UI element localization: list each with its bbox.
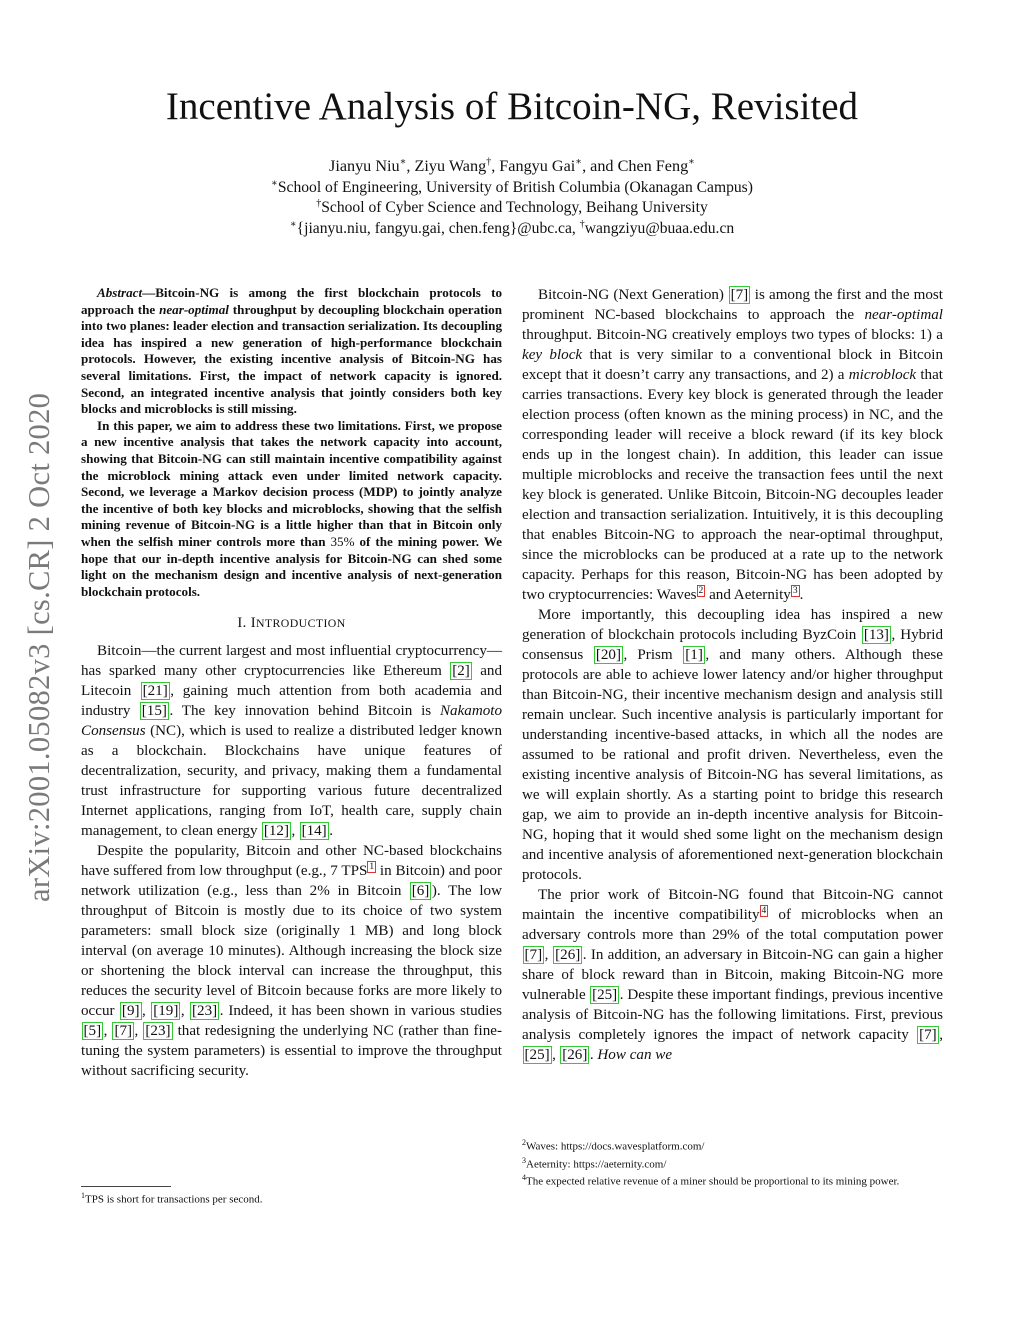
citation-link[interactable]: [7]	[730, 287, 749, 303]
abstract-label: Abstract	[97, 285, 143, 300]
author-mark: ∗	[399, 156, 407, 168]
paper-title: Incentive Analysis of Bitcoin-NG, Revisited	[165, 85, 859, 128]
footnote-link[interactable]: 2	[698, 585, 704, 596]
citation-link[interactable]: [9]	[121, 1003, 140, 1020]
footnote: $^4$The expected relative revenue of a miner should be proportional to its mining power.	[522, 1173, 900, 1188]
footnotes-right	[522, 1136, 943, 1189]
author-block	[0, 156, 1024, 239]
body-paragraph: Despite the popularity, Bitcoin and other NC-based blockchains have suffered from low throughput (e.g., 7 TPS $^1$ in Bitcoin) and poor network utilization (e.g., less than 2% in Bitcoin [6] ). The low throughput of Bitcoin is mostly due to its choice of two system parameters: small block size (originally 1 MB) and long block interval (on average 10 minutes). Although increasing the block size or shortening the block interval can increase the throughput, this reduces the security level of Bitcoin because forks are more likely to occur [9] , [19] , [23] . Indeed, it has been shown in various studies [5] , [7] , [23] that redesigning the underlying NC (rather than fine-tuning the system parameters) is essential to improve the throughput without sacrificing security.	[81, 843, 502, 1080]
author-mark: ∗	[688, 156, 695, 168]
affiliation: ∗School of Engineering, University of British Columbia (Okanagan Campus)	[271, 177, 753, 196]
abstract-paragraph: Abstract—Bitcoin-NG is among the first blockchain protocols to approach the near-optimal throughput by decoupling blockchain operation into two planes: leader election and transaction serialization. Its decoupling idea has inspired a new generation of high-performance blockchain protocols. However, the existing incentive analysis of Bitcoin-NG has several limitations. First, the impact of network capacity is ignored. Second, an integrated incentive analysis that jointly considers both key blocks and microblocks is still missing.	[81, 285, 502, 417]
citation-link[interactable]: [25]	[592, 987, 618, 1003]
affiliation: †School of Cyber Science and Technology, Beihang University	[316, 197, 708, 216]
footnote: $^1$TPS is short for transactions per second.	[81, 1191, 263, 1206]
body-paragraph: Bitcoin-NG (Next Generation) [7] is among the first and the most prominent NC-based blockchains to approach the near-optimal throughput. Bitcoin-NG creatively employs two types of blocks: 1) a key block that is very similar to a conventional block in Bitcoin except that it doesn’t carry any transactions, and 2) a microblock that carries transactions. Every key block is generated through the leader election process (often known as the mining process) in NC, and the corresponding leader will receive a block reward (if its key block ends up in the longest chain). In addition, this leader can issue multiple microblocks and receive the transaction fees until the next key block is generated. Unlike Bitcoin, Bitcoin-NG decouples leader election and transaction serialization. Intuitively, it is this decoupling that enables Bitcoin-NG to approach the near-optimal throughput, since the microblocks can be produced at a rate up to the network capacity. Perhaps for this reason, Bitcoin-NG has been adopted by two cryptocurrencies: Waves $^2$ and Aeternity $^3$ .	[522, 287, 943, 603]
citation-link[interactable]: [2]	[452, 663, 470, 680]
citation-link[interactable]: [12]	[263, 823, 290, 840]
author-name: Ziyu Wang	[414, 157, 487, 175]
author-mark: †	[486, 156, 492, 168]
right-column	[522, 285, 943, 1065]
footnote-link[interactable]: 1	[369, 862, 375, 873]
body-paragraph: More importantly, this decoupling idea has inspired a new generation of blockchain protocols including ByzCoin [13] , Hybrid consensus [20] , Prism [1] , and many others. Although these protocols are able to achieve lower latency and/or higher throughput than Bitcoin-NG, their incentive mechanism design and analysis still remain unclear. Such incentive analysis is particularly important for understanding incentive-based attacks, in which all the nodes are assumed to be rational and profit driven. Nevertheless, even the existing incentive analysis of Bitcoin-NG has several limitations, as we will explain shortly. As a starting point to bridge this research gap, we aim to provide an in-depth incentive analysis for Bitcoin-NG, hoping that it would shed some light on the mechanism design and incentive analysis of aforementioned next-generation blockchain protocols.	[522, 607, 943, 883]
citation-link[interactable]: [15]	[141, 703, 167, 720]
citation-link[interactable]: [7]	[524, 947, 543, 963]
citation-link[interactable]: [26]	[562, 1047, 588, 1063]
citation-link[interactable]: [26]	[555, 947, 581, 963]
author-mark: ∗	[575, 156, 583, 168]
citation-link[interactable]: [7]	[114, 1023, 133, 1040]
arxiv-side-label: arXiv:2001.05082v3 [cs.CR] 2 Oct 2020	[22, 392, 56, 903]
footnote: $^2$Waves: https://docs.wavesplatform.com/	[522, 1138, 705, 1153]
author-name: Fangyu Gai	[499, 157, 576, 175]
citation-link[interactable]: [7]	[919, 1027, 937, 1043]
citation-link[interactable]: [1]	[685, 647, 703, 663]
author-emails: ∗{jianyu.niu, fangyu.gai, chen.feng}@ubc.ca, †wangziyu@buaa.edu.cn	[289, 218, 735, 237]
left-column	[81, 285, 502, 1081]
citation-link[interactable]: [5]	[83, 1023, 102, 1040]
citation-link[interactable]: [19]	[153, 1003, 179, 1020]
citation-link[interactable]: [6]	[411, 883, 430, 900]
citation-link[interactable]: [23]	[145, 1023, 171, 1040]
author-list: Jianyu Niu∗, Ziyu Wang†, Fangyu Gai∗, and Chen Feng∗	[329, 156, 695, 175]
citation-link[interactable]: [23]	[192, 1003, 218, 1020]
footnote: $^3$Aeternity: https://aeternity.com/	[522, 1155, 667, 1171]
body-paragraph: The prior work of Bitcoin-NG found that Bitcoin-NG cannot maintain the incentive compatibility $^4$ of microblocks when an adversary controls more than 29% of the total computation power [7] , [26] . In addition, an adversary in Bitcoin-NG can gain a higher share of block reward than in Bitcoin, making Bitcoin-NG more vulnerable [25] . Despite these important findings, previous incentive analysis of Bitcoin-NG has the following limitations. First, previous analysis completely ignores the impact of network capacity [7] , [25] , [26] . How can we	[522, 887, 944, 1063]
citation-link[interactable]: [13]	[863, 627, 889, 643]
citation-link[interactable]: [25]	[524, 1047, 550, 1063]
footnote-link[interactable]: 3	[792, 585, 798, 596]
author-name: Jianyu Niu	[329, 157, 400, 175]
footnotes-left	[81, 1186, 502, 1207]
citation-link[interactable]: [14]	[301, 823, 327, 840]
body-paragraph: Bitcoin—the current largest and most influential cryptocurrency—has sparked many other cryptocurrencies like Ethereum [2] and Litecoin [21] , gaining much attention from both academia and industry [15] . The key innovation behind Bitcoin is Nakamoto Consensus (NC), which is used to realize a distributed ledger known as a blockchain. Blockchains have unique features of decentralization, security, and privacy, making them a fundamental trust infrastructure for supporting various future decentralized Internet applications, ranging from IoT, health care, supply chain management, to clean energy [12] , [14] .	[81, 643, 503, 840]
citation-link[interactable]: [20]	[595, 647, 621, 663]
footnote-link[interactable]: 4	[761, 905, 767, 916]
abstract-paragraph: In this paper, we aim to address these two limitations. First, we propose a new incentive analysis that takes the network capacity into account, showing that Bitcoin-NG can still maintain incentive compatibility against the microblock mining attack even under limited network capacity. Second, we leverage a Markov decision process (MDP) to jointly analyze the incentive of both key blocks and microblocks, showing that the selfish mining revenue of Bitcoin-NG is a little higher than that in Bitcoin only when the selfish miner controls more than 35% of the mining power. We hope that our in-depth incentive analysis for Bitcoin-NG can shed some light on the mechanism design and incentive analysis of next-generation blockchain protocols.	[81, 417, 502, 599]
author-name: and Chen Feng	[590, 157, 689, 175]
citation-link[interactable]: [21]	[142, 683, 168, 700]
section-heading: I. INTRODUCTION	[237, 615, 346, 632]
